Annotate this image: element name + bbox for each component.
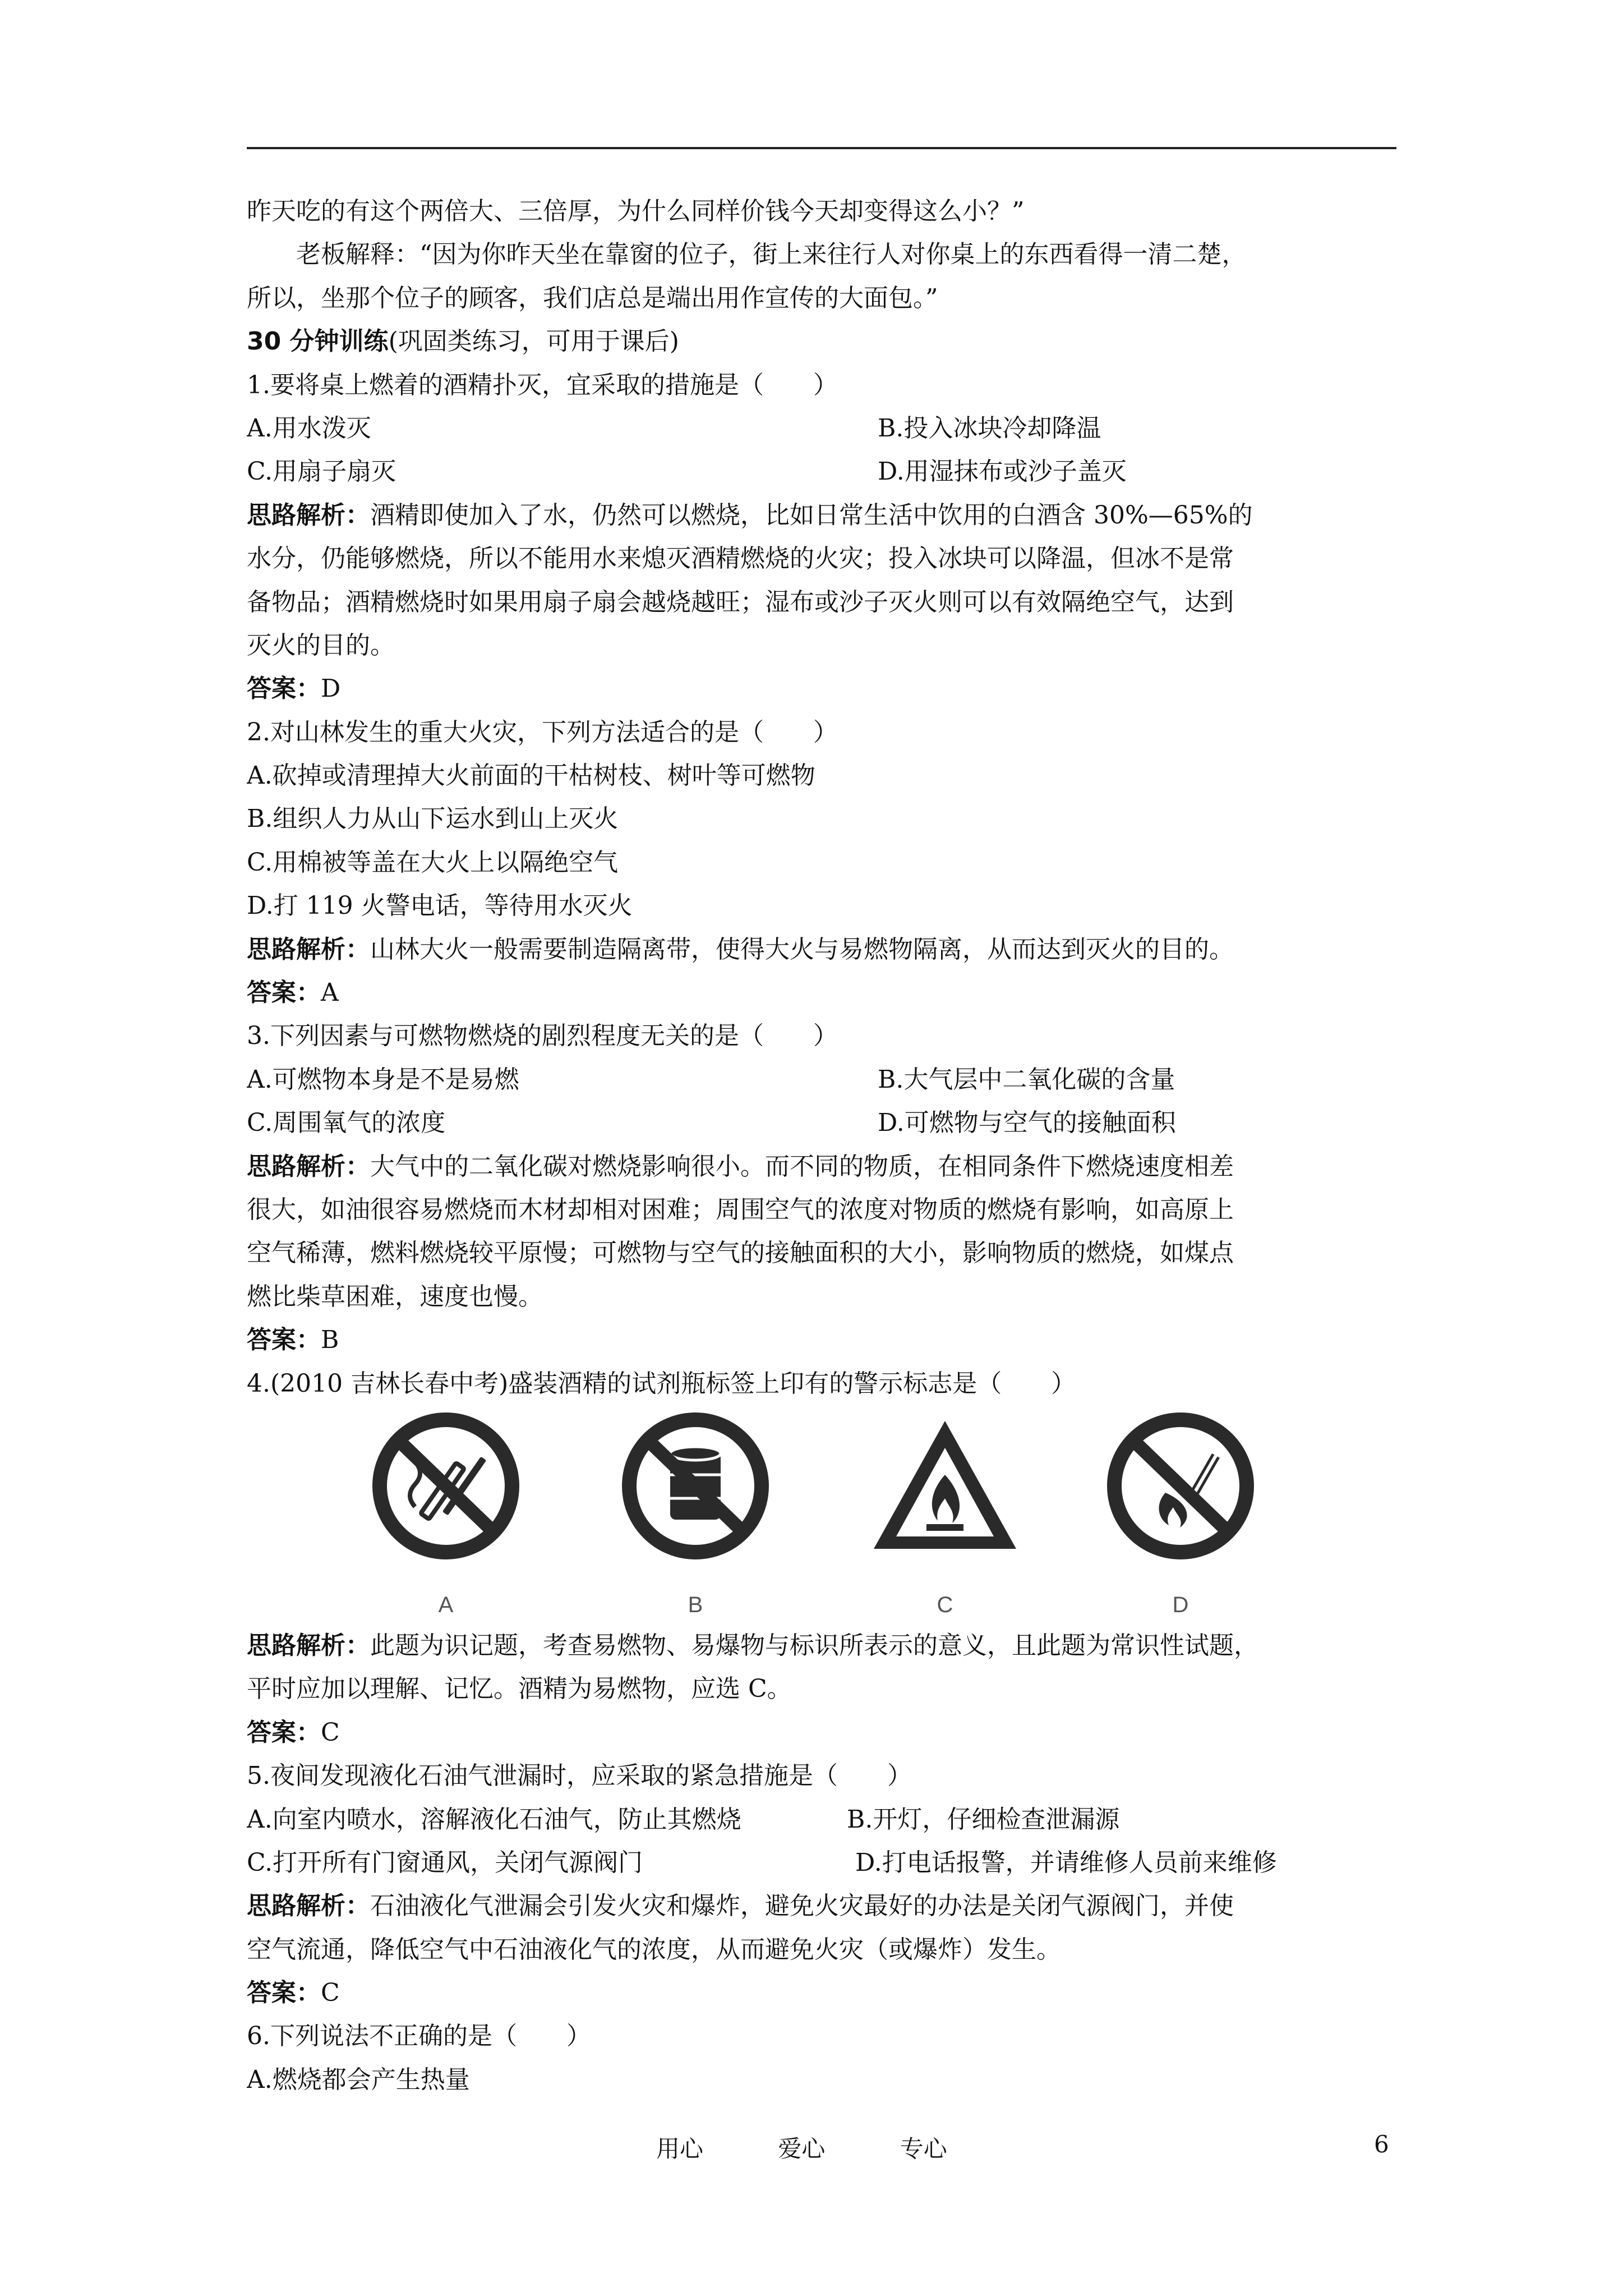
answer-line <box>247 1711 1398 1754</box>
option: D.打电话报警，并请维修人员前来维修 <box>855 1848 1277 1877</box>
analysis-label: 思路解析： <box>247 1892 370 1921</box>
analysis-label: 思路解析： <box>247 1631 370 1660</box>
option: C.用棉被等盖在大火上以隔绝空气 <box>247 848 619 877</box>
option-row <box>247 1841 1398 1884</box>
option: C.打开所有门窗通风，关闭气源阀门 <box>247 1848 643 1877</box>
flammable-sign <box>864 1409 1026 1617</box>
option-row <box>247 450 1398 493</box>
answer-line <box>247 971 1398 1014</box>
question-stem: 6.下列说法不正确的是（ ） <box>247 2022 591 2051</box>
answer-value: C <box>321 1718 340 1747</box>
analysis-line <box>247 928 1398 971</box>
no-open-flame-sign <box>1099 1409 1262 1617</box>
option: B.投入冰块冷却降温 <box>878 413 1101 443</box>
option: C.用扇子扇灭 <box>247 457 396 486</box>
section-subtitle: (巩固类练习，可用于课后) <box>388 327 679 356</box>
analysis-line <box>247 1624 1398 1667</box>
option-row <box>247 1798 1398 1841</box>
analysis-label: 思路解析： <box>247 935 370 964</box>
option-row <box>247 407 1398 450</box>
analysis-line: 灭火的目的。 <box>247 631 395 660</box>
no-smoking-sign <box>365 1409 527 1617</box>
page-content <box>247 190 1398 2101</box>
section-heading <box>247 320 1398 363</box>
story-line: 所以，坐那个位子的顾客，我们店总是端出用作宣传的大面包。” <box>247 283 938 312</box>
option: A.砍掉或清理掉大火前面的干枯树枝、树叶等可燃物 <box>247 761 815 790</box>
option: A.向室内喷水，溶解液化石油气，防止其燃烧 <box>247 1805 741 1834</box>
page-number: 6 <box>1374 2131 1389 2158</box>
answer-value: D <box>321 674 341 703</box>
analysis-label: 思路解析： <box>247 1152 370 1181</box>
motto-word: 专心 <box>900 2135 947 2162</box>
story-line: 昨天吃的有这个两倍大、三倍厚，为什么同样价钱今天却变得这么小？” <box>247 197 1025 226</box>
warning-signs <box>247 1409 1398 1621</box>
analysis-line <box>247 1884 1398 1927</box>
question-stem: 4.(2010 吉林长春中考)盛装酒精的试剂瓶标签上印有的警示标志是（ ） <box>247 1369 1076 1398</box>
answer-label: 答案： <box>247 1978 321 2008</box>
analysis-line: 燃比柴草困难，速度也慢。 <box>247 1282 543 1311</box>
analysis-line: 水分，仍能够燃烧，所以不能用水来熄灭酒精燃烧的火灾；投入冰块可以降温，但冰不是常 <box>247 544 1234 573</box>
option: A.燃烧都会产生热量 <box>247 2065 470 2094</box>
motto-word: 爱心 <box>778 2135 826 2162</box>
question-stem: 1.要将桌上燃着的酒精扑灭，宜采取的措施是（ ） <box>247 370 838 399</box>
analysis-line: 空气稀薄，燃料燃烧较平原慢；可燃物与空气的接触面积的大小，影响物质的燃烧，如煤点 <box>247 1239 1234 1268</box>
answer-label: 答案： <box>247 978 321 1007</box>
analysis-text: 大气中的二氧化碳对燃烧影响很小。而不同的物质，在相同条件下燃烧速度相差 <box>370 1152 1234 1181</box>
question-stem: 2.对山林发生的重大火灾，下列方法适合的是（ ） <box>247 717 838 747</box>
sign-label: B <box>688 1592 703 1617</box>
header-rule <box>247 147 1396 149</box>
answer-value: A <box>321 978 339 1007</box>
analysis-line: 平时应加以理解、记忆。酒精为易燃物，应选 C。 <box>247 1674 792 1704</box>
answer-line <box>247 1318 1398 1361</box>
answer-value: C <box>321 1978 340 2008</box>
page-footer <box>0 2131 1623 2164</box>
answer-line <box>247 1971 1398 2014</box>
analysis-text: 石油液化气泄漏会引发火灾和爆炸，避免火灾最好的办法是关闭气源阀门，并使 <box>370 1892 1234 1921</box>
option-row <box>247 1101 1398 1144</box>
option: B.开灯，仔细检查泄漏源 <box>847 1805 1120 1834</box>
story-line: 老板解释：“因为你昨天坐在靠窗的位子，街上来往行人对你桌上的东西看得一清二楚， <box>296 240 1247 269</box>
flame-warning-icon <box>864 1409 1026 1577</box>
option: D.可燃物与空气的接触面积 <box>878 1108 1176 1138</box>
barrel-prohibited-icon <box>614 1409 777 1577</box>
analysis-line: 备物品；酒精燃烧时如果用扇子扇会越烧越旺；湿布或沙子灭火则可以有效隔绝空气，达到 <box>247 587 1234 616</box>
option: D.打 119 火警电话，等待用水灭火 <box>247 891 633 921</box>
analysis-label: 思路解析： <box>247 500 370 530</box>
option-row <box>247 1058 1398 1101</box>
no-fire-icon <box>1099 1409 1262 1577</box>
analysis-line <box>247 1145 1398 1188</box>
footer-motto <box>656 2131 1015 2164</box>
analysis-text: 山林大火一般需要制造隔离带，使得大火与易燃物隔离，从而达到灭火的目的。 <box>370 935 1234 964</box>
no-explosives-sign <box>614 1409 777 1617</box>
option: A.可燃物本身是不是易燃 <box>247 1065 519 1094</box>
answer-value: B <box>321 1326 339 1355</box>
question-stem: 5.夜间发现液化石油气泄漏时，应采取的紧急措施是（ ） <box>247 1761 912 1791</box>
option: D.用湿抹布或沙子盖灭 <box>878 457 1127 486</box>
analysis-line: 空气流通，降低空气中石油液化气的浓度，从而避免火灾（或爆炸）发生。 <box>247 1935 1061 1964</box>
answer-label: 答案： <box>247 674 321 703</box>
sign-label: A <box>438 1592 454 1617</box>
sign-label: C <box>937 1592 953 1617</box>
analysis-text: 此题为识记题，考查易燃物、易爆物与标识所表示的意义，且此题为常识性试题， <box>370 1631 1258 1660</box>
option: C.周围氧气的浓度 <box>247 1108 446 1138</box>
option: A.用水泼灭 <box>247 413 371 443</box>
no-smoking-icon <box>365 1409 527 1577</box>
answer-label: 答案： <box>247 1326 321 1355</box>
section-title: 30 分钟训练 <box>247 327 389 356</box>
analysis-line: 很大，如油很容易燃烧而木材却相对困难；周围空气的浓度对物质的燃烧有影响，如高原上 <box>247 1195 1234 1224</box>
question-stem: 3.下列因素与可燃物燃烧的剧烈程度无关的是（ ） <box>247 1022 838 1051</box>
analysis-text: 酒精即使加入了水，仍然可以燃烧，比如日常生活中饮用的白酒含 30%—65%的 <box>370 500 1253 530</box>
option: B.大气层中二氧化碳的含量 <box>878 1065 1175 1094</box>
answer-line <box>247 667 1398 710</box>
motto-word: 用心 <box>656 2135 704 2162</box>
answer-label: 答案： <box>247 1718 321 1747</box>
option: B.组织人力从山下运水到山上灭火 <box>247 804 619 834</box>
sign-label: D <box>1172 1592 1189 1617</box>
analysis-line <box>247 494 1398 537</box>
